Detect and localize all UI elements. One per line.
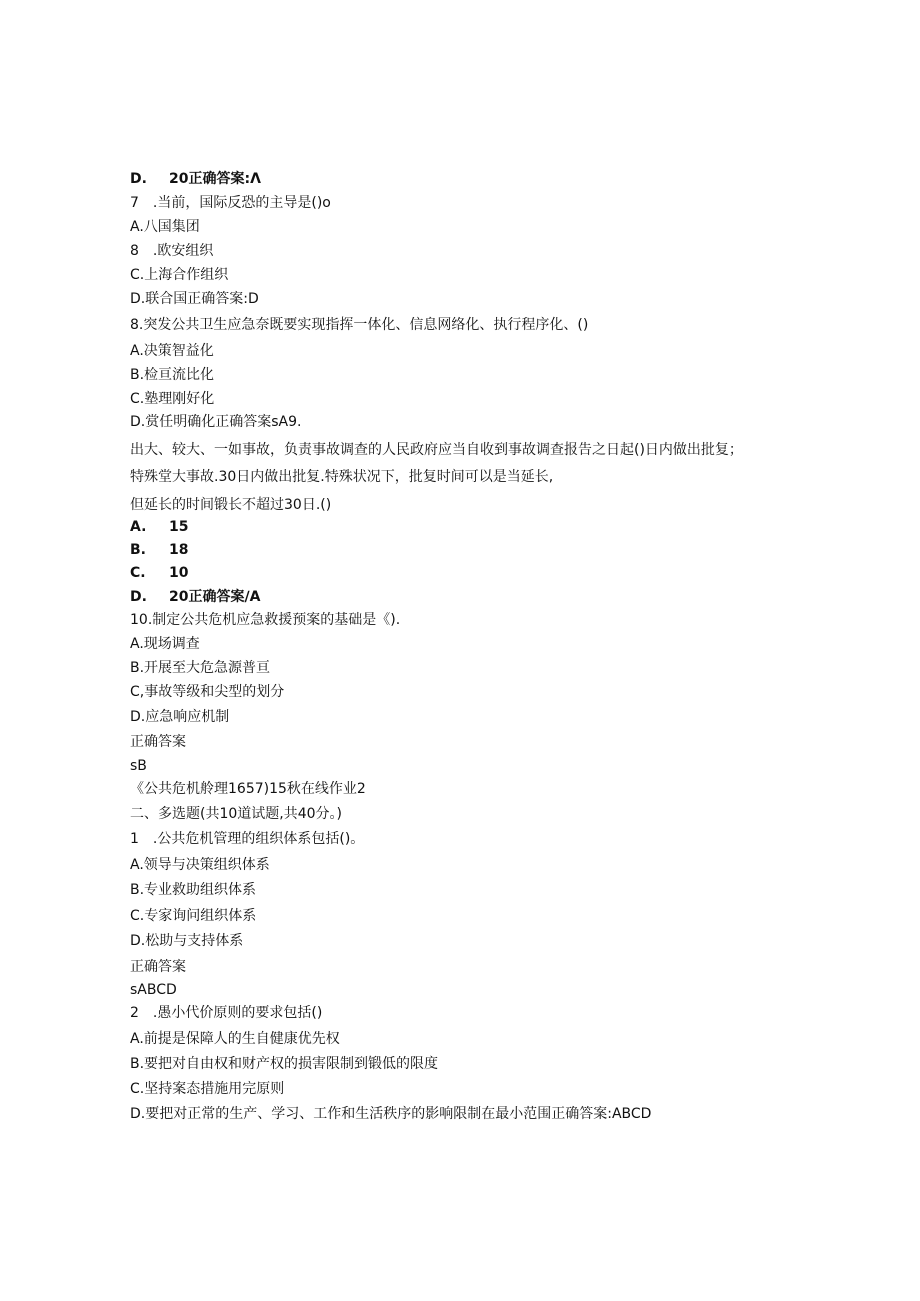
option-value: 20正确答案:Λ — [169, 171, 261, 187]
option-line: A.现场调查 — [130, 636, 200, 652]
option-line — [130, 540, 188, 560]
answer-line: D.联合国正确答案:D — [130, 291, 259, 307]
option-label: A. — [130, 519, 147, 535]
option-line: B.开展至大危急源普亘 — [130, 660, 271, 676]
option-line: 8 .欧安组织 — [130, 243, 214, 259]
option-line — [130, 517, 188, 537]
answer-value: sABCD — [130, 982, 177, 998]
answer-line — [130, 169, 261, 189]
option-line: B.检亘流比化 — [130, 367, 215, 383]
section-heading: 二、多选题(共10道试题,共40分。) — [130, 806, 343, 822]
option-line: B.要把对自由权和财产权的损害限制到锻低的限度 — [130, 1056, 439, 1072]
option-value: 15 — [169, 519, 189, 535]
section-title: 《公共危机舲理1657)15秋在线作业2 — [130, 781, 366, 797]
option-line: D.应急响应机制 — [130, 709, 230, 725]
option-value: 10 — [169, 565, 189, 581]
answer-value: sB — [130, 758, 147, 774]
question-line: 出大、较大、一如事故，负责事故调查的人民政府应当自收到事故调查报告之日起()日内做出批复； — [130, 442, 743, 458]
option-label: C. — [130, 565, 146, 581]
question-line: 特殊堂大事故.30日内做出批复.特殊状况下，批复时间可以是当延长, — [130, 469, 554, 485]
option-line: A.领导与决策组织体系 — [130, 857, 270, 873]
option-line: A.八国集团 — [130, 219, 200, 235]
question-line: 1 .公共危机管理的组织体系包括()。 — [130, 831, 365, 847]
option-line: C,事故等级和尖型的划分 — [130, 684, 285, 700]
option-line: A.决策智益化 — [130, 343, 214, 359]
option-line: A.前提是保障人的生自健康优先权 — [130, 1031, 340, 1047]
option-line: C.上海合作组织 — [130, 267, 229, 283]
question-line: 2 .愚小代价原则的要求包括() — [130, 1005, 323, 1021]
option-line: C.专家询问组织体系 — [130, 908, 257, 924]
option-label: D. — [130, 171, 147, 187]
option-line: D.松助与支持体系 — [130, 933, 244, 949]
question-line: 10.制定公共危机应急救援预案的基础是《). — [130, 612, 401, 628]
answer-line: D.赏任明确化正确答案sA9. — [130, 414, 302, 430]
option-line — [130, 563, 188, 583]
answer-heading: 正确答案 — [130, 959, 186, 975]
option-line: C.坚持案态措施用完原则 — [130, 1081, 285, 1097]
option-value: 20正确答案∕A — [169, 589, 261, 605]
question-line: 但延长的时间锻长不超过30日.() — [130, 497, 332, 513]
option-label: D. — [130, 589, 147, 605]
option-label: B. — [130, 542, 146, 558]
option-line: C.塾理刚好化 — [130, 391, 215, 407]
answer-line — [130, 587, 260, 607]
option-value: 18 — [169, 542, 189, 558]
answer-heading: 正确答案 — [130, 734, 186, 750]
question-line: 7 .当前，国际反恐的主导是()o — [130, 195, 331, 211]
answer-line: D.要把对正常的生产、学习、工作和生活秩序的影响限制在最小范围正确答案:ABCD — [130, 1106, 652, 1122]
option-line: B.专业救助组织体系 — [130, 882, 257, 898]
question-line: 8.突发公共卫生应急奈既要实现指挥一体化、信息网络化、执行程序化、() — [130, 317, 589, 333]
